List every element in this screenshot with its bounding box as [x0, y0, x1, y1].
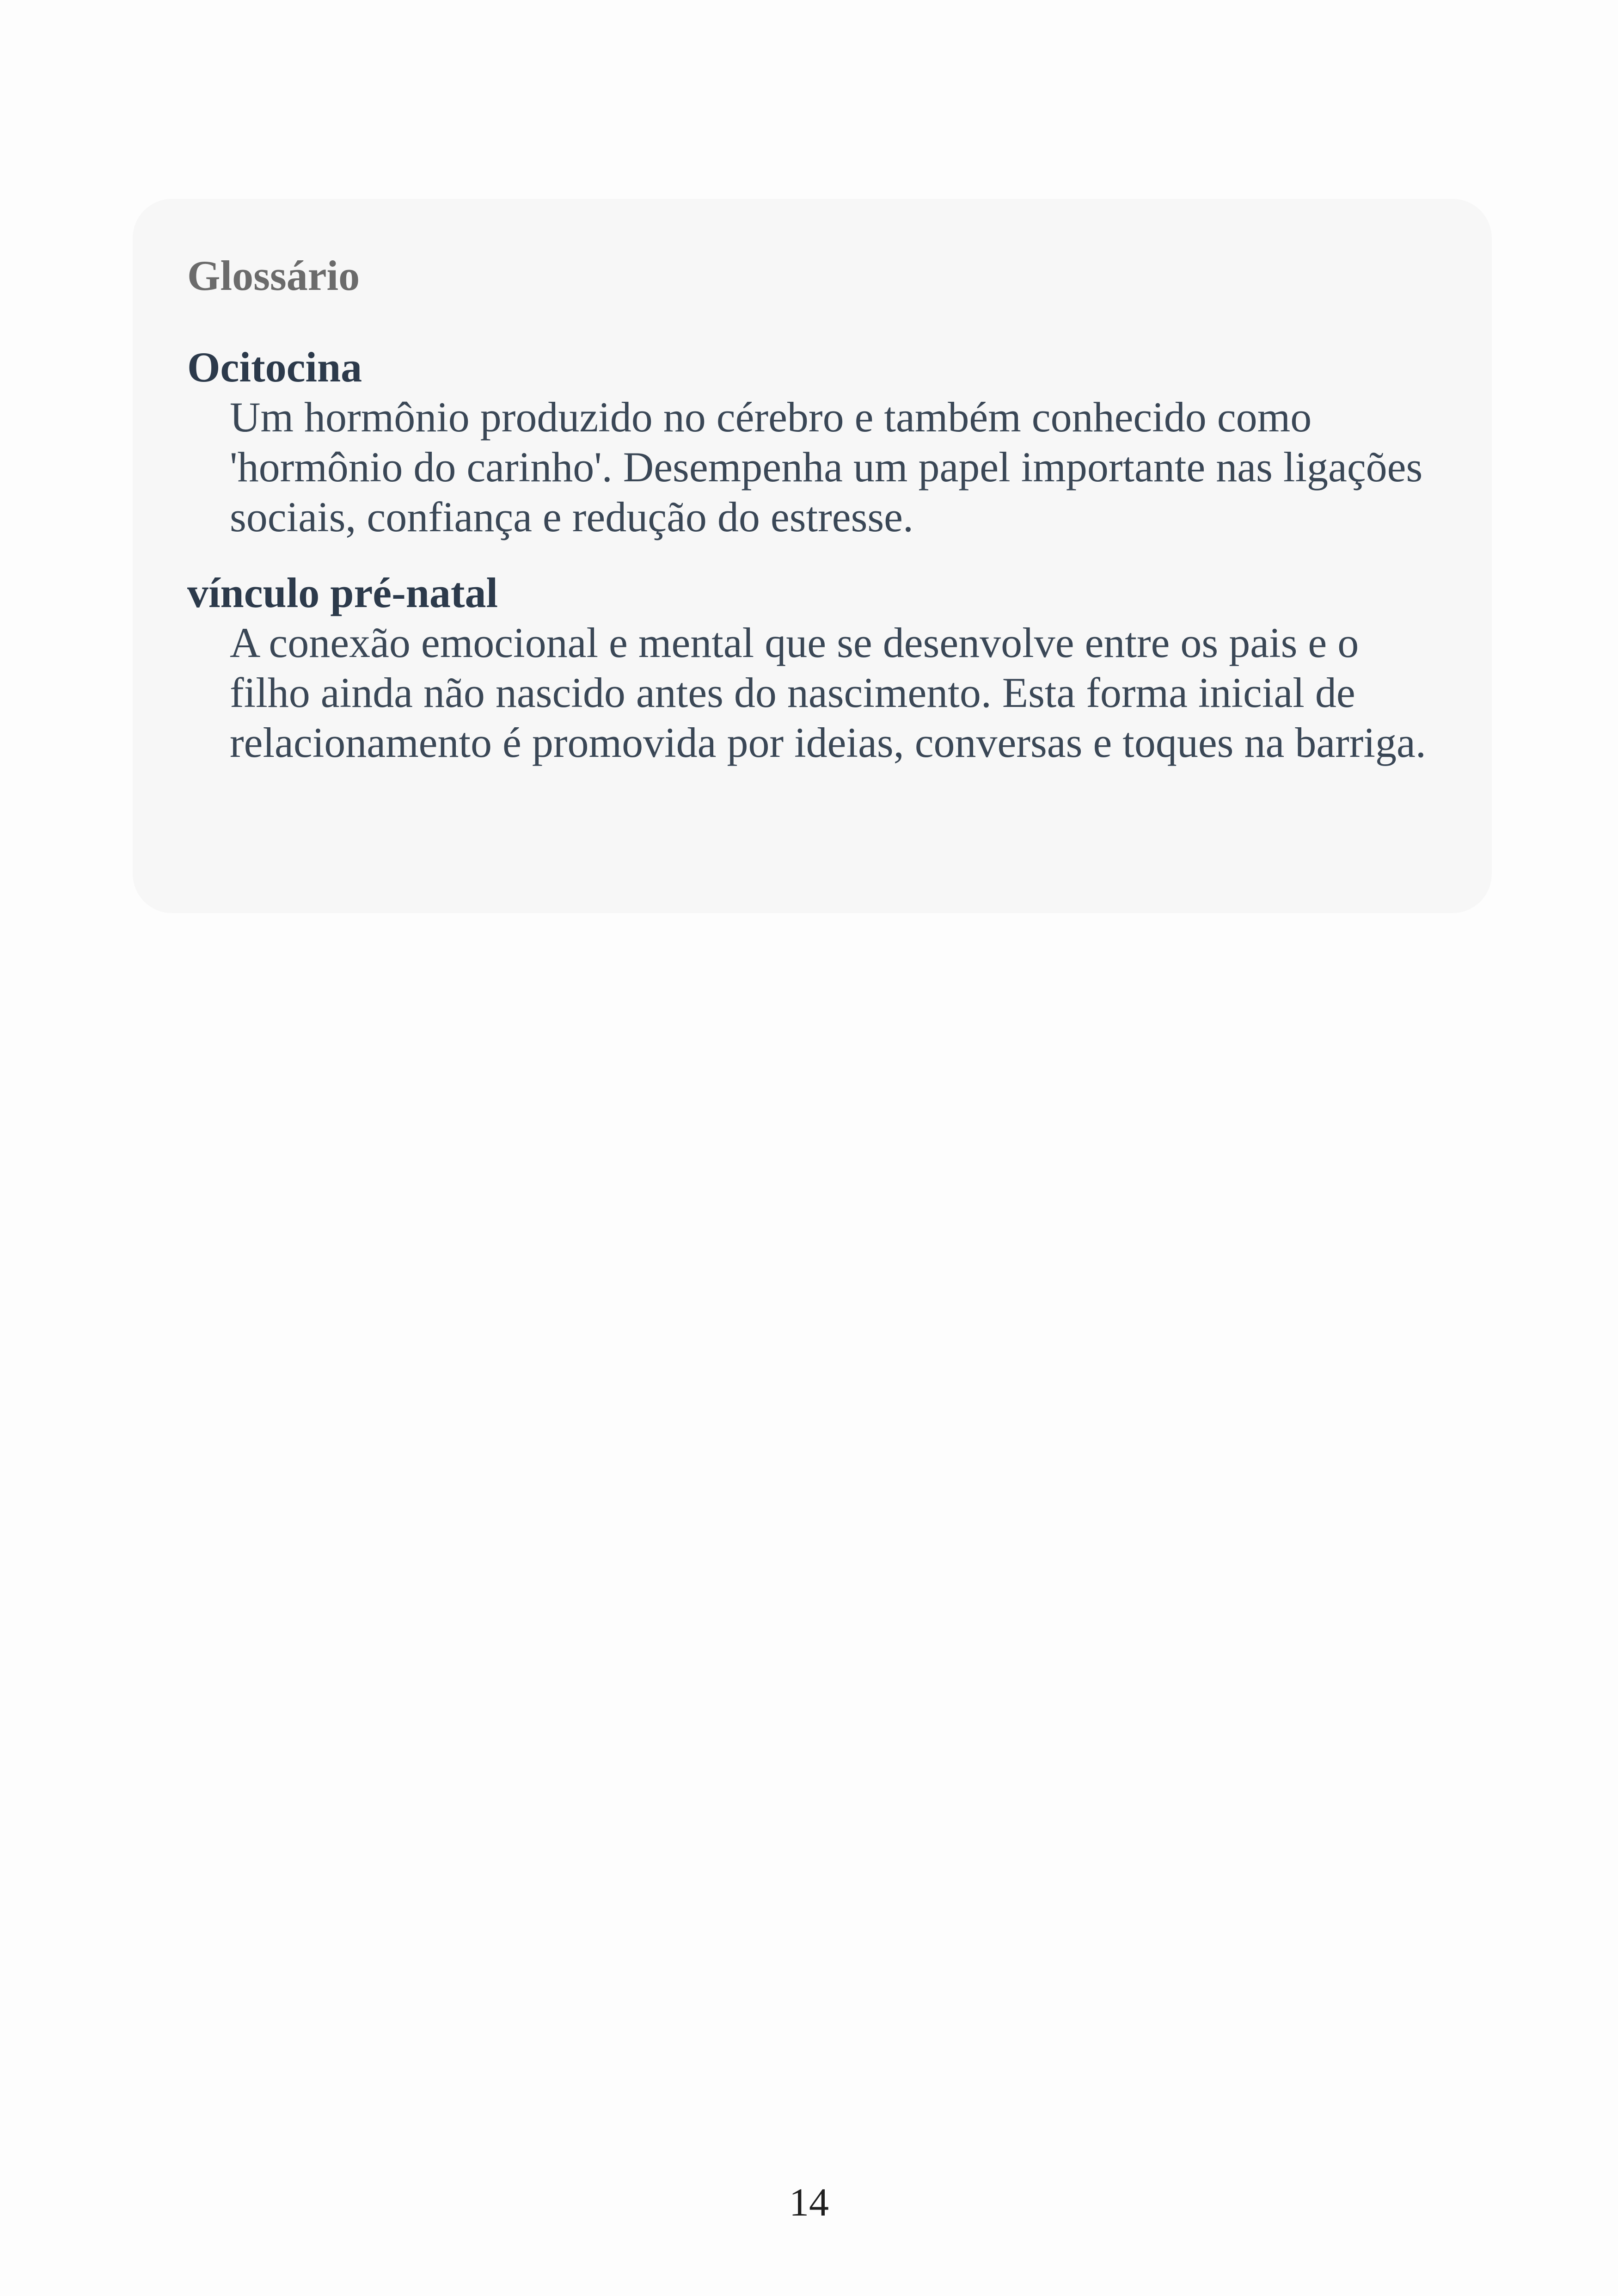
- glossary-entry: [187, 568, 1492, 767]
- glossary-term: vínculo pré-natal: [187, 569, 498, 616]
- glossary-entry: [187, 342, 1492, 542]
- page-number: 14: [789, 2180, 829, 2224]
- glossary-title: Glossário: [187, 252, 360, 299]
- glossary-term: Ocitocina: [187, 344, 362, 391]
- glossary-box: [133, 199, 1492, 913]
- glossary-definition: Um hormônio produzido no cérebro e também conhecido como 'hormônio do carinho'. Desempenha um papel importante nas ligações sociais, confiança e redução do estresse.: [230, 393, 1423, 540]
- glossary-definition: A conexão emocional e mental que se desenvolve entre os pais e o filho ainda não nascido antes do nascimento. Esta forma inicial de relacionamento é promovida por ideias, conversas e toques na barriga.: [230, 619, 1426, 766]
